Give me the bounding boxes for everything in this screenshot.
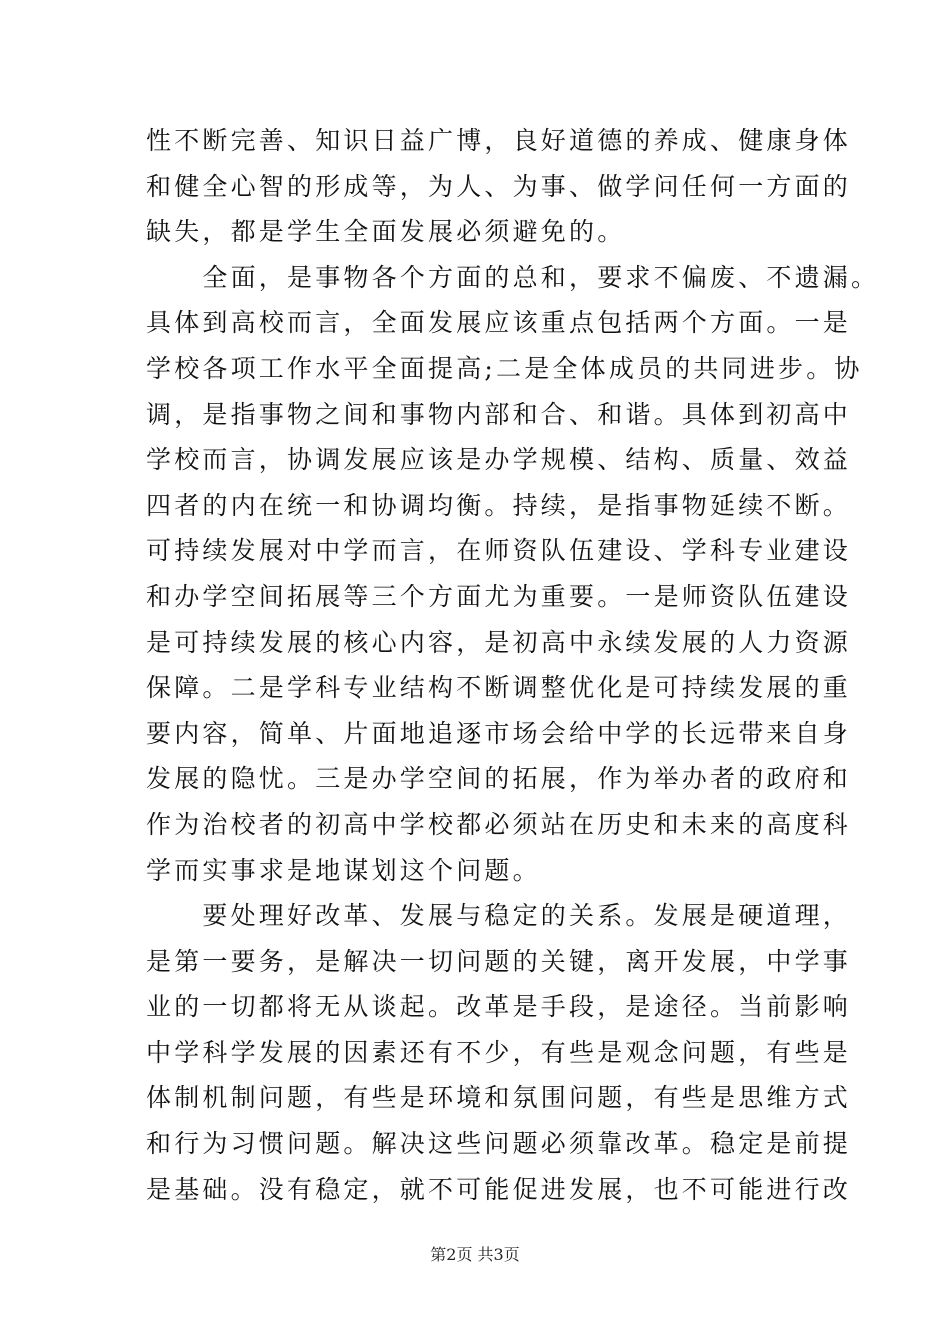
text-line: 是可持续发展的核心内容，是初高中永续发展的人力资源 [146,627,852,657]
text-line: 和行为习惯问题。解决这些问题必须靠改革。稳定是前提 [146,1129,852,1159]
text-line: 要处理好改革、发展与稳定的关系。发展是硬道理， [146,901,852,931]
text-line: 全面，是事物各个方面的总和，要求不偏废、不遗漏。 [146,262,880,292]
text-line: 业的一切都将无从谈起。改革是手段，是途径。当前影响 [146,992,852,1022]
text-line: 要内容，简单、片面地追逐市场会给中学的长远带来自身 [146,718,852,748]
text-line: 中学科学发展的因素还有不少，有些是观念问题，有些是 [146,1037,852,1067]
text-line: 学而实事求是地谋划这个问题。 [146,855,541,885]
page-number: 第2页 共3页 [430,1245,520,1264]
text-line: 和健全心智的形成等，为人、为事、做学问任何一方面的 [146,171,852,201]
text-line: 调，是指事物之间和事物内部和合、和谐。具体到初高中 [146,399,852,429]
text-line: 具体到高校而言，全面发展应该重点包括两个方面。一是 [146,308,852,338]
text-line: 保障。二是学科专业结构不断调整优化是可持续发展的重 [146,673,852,703]
text-line: 缺失，都是学生全面发展必须避免的。 [146,217,626,247]
text-line: 作为治校者的初高中学校都必须站在历史和未来的高度科 [146,809,852,839]
text-line: 学校而言，协调发展应该是办学规模、结构、质量、效益 [146,445,852,475]
text-line: 学校各项工作水平全面提高;二是全体成员的共同进步。协 [146,353,863,383]
text-line: 是基础。没有稳定，就不可能促进发展，也不可能进行改 [146,1174,852,1204]
text-line: 是第一要务，是解决一切问题的关键，离开发展，中学事 [146,946,852,976]
text-line: 发展的隐忧。三是办学空间的拓展，作为举办者的政府和 [146,764,852,794]
text-line: 性不断完善、知识日益广博，良好道德的养成、健康身体 [146,126,852,155]
text-line: 四者的内在统一和协调均衡。持续，是指事物延续不断。 [146,490,852,520]
text-line: 体制机制问题，有些是环境和氛围问题，有些是思维方式 [146,1083,852,1113]
body-text [146,118,880,1212]
text-line: 可持续发展对中学而言，在师资队伍建设、学科专业建设 [146,536,852,566]
text-line: 和办学空间拓展等三个方面尤为重要。一是师资队伍建设 [146,581,852,611]
